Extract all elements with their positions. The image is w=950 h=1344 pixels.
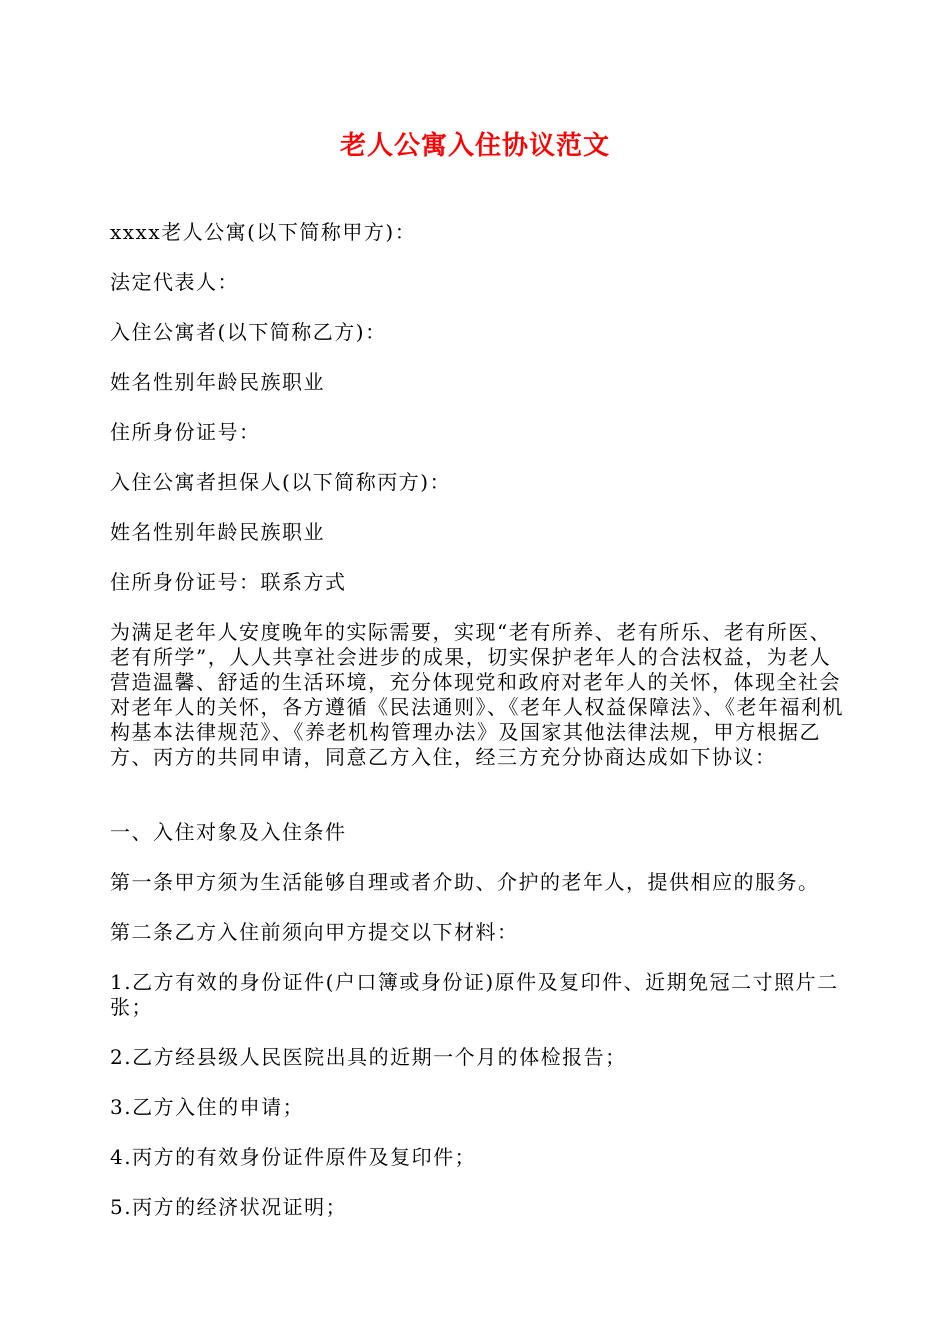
item-5 [110, 1195, 845, 1220]
paragraph: 入住公寓者(以下简称乙方)： [110, 320, 387, 344]
paragraph: 4.丙方的有效身份证件原件及复印件； [110, 1145, 477, 1169]
paragraph-party-b [110, 320, 845, 345]
paragraph: 法定代表人： [110, 270, 239, 294]
paragraph-b-info [110, 370, 845, 395]
paragraph: 5.丙方的经济状况证明； [110, 1195, 348, 1219]
paragraph: 第一条甲方须为生活能够自理或者介助、介护的老年人，提供相应的服务。 [110, 870, 820, 894]
item-1 [110, 970, 845, 1020]
paragraph: 3.乙方入住的申请； [110, 1095, 305, 1119]
paragraph: 姓名性别年龄民族职业 [110, 520, 325, 544]
paragraph-preamble [110, 620, 845, 770]
paragraph: 姓名性别年龄民族职业 [110, 370, 325, 394]
paragraph-b-address [110, 420, 845, 445]
paragraph-c-info [110, 520, 845, 545]
paragraph: 入住公寓者担保人(以下简称丙方)： [110, 470, 452, 494]
paragraph-party-a [110, 220, 845, 245]
paragraph: xxxx老人公寓(以下简称甲方)： [110, 220, 417, 244]
item-3 [110, 1095, 845, 1120]
paragraph-legal-rep [110, 270, 845, 295]
paragraph: 为满足老年人安度晚年的实际需要，实现“老有所养、老有所乐、老有所医、老有所学”，人人共享社会进步的成果，切实保护老年人的合法权益，为老人营造温馨、舒适的生活环境，充分体现党和政府对老年人的关怀，体现全社会对老年人的关怀，各方遵循《民法通则》、《老年人权益保障法》、《老年福利机构基本法律规范》、《养老机构管理办法》及国家其他法律法规，甲方根据乙方、丙方的共同申请，同意乙方入住，经三方充分协商达成如下协议： [110, 620, 844, 769]
article-2 [110, 920, 845, 945]
section-heading-1 [110, 820, 845, 845]
paragraph: 1.乙方有效的身份证件(户口簿或身份证)原件及复印件、近期免冠二寸照片二张； [110, 970, 839, 1019]
paragraph: 住所身份证号：联系方式 [110, 570, 347, 594]
document-title: 老人公寓入住协议范文 [339, 131, 610, 161]
item-4 [110, 1145, 845, 1170]
paragraph: 住所身份证号： [110, 420, 261, 444]
paragraph: 一、入住对象及入住条件 [110, 820, 347, 844]
article-1 [110, 870, 845, 895]
paragraph: 第二条乙方入住前须向甲方提交以下材料： [110, 920, 519, 944]
paragraph-party-c [110, 470, 845, 495]
item-2 [110, 1045, 845, 1070]
paragraph: 2.乙方经县级人民医院出具的近期一个月的体检报告； [110, 1045, 627, 1069]
paragraph-c-address [110, 570, 845, 595]
